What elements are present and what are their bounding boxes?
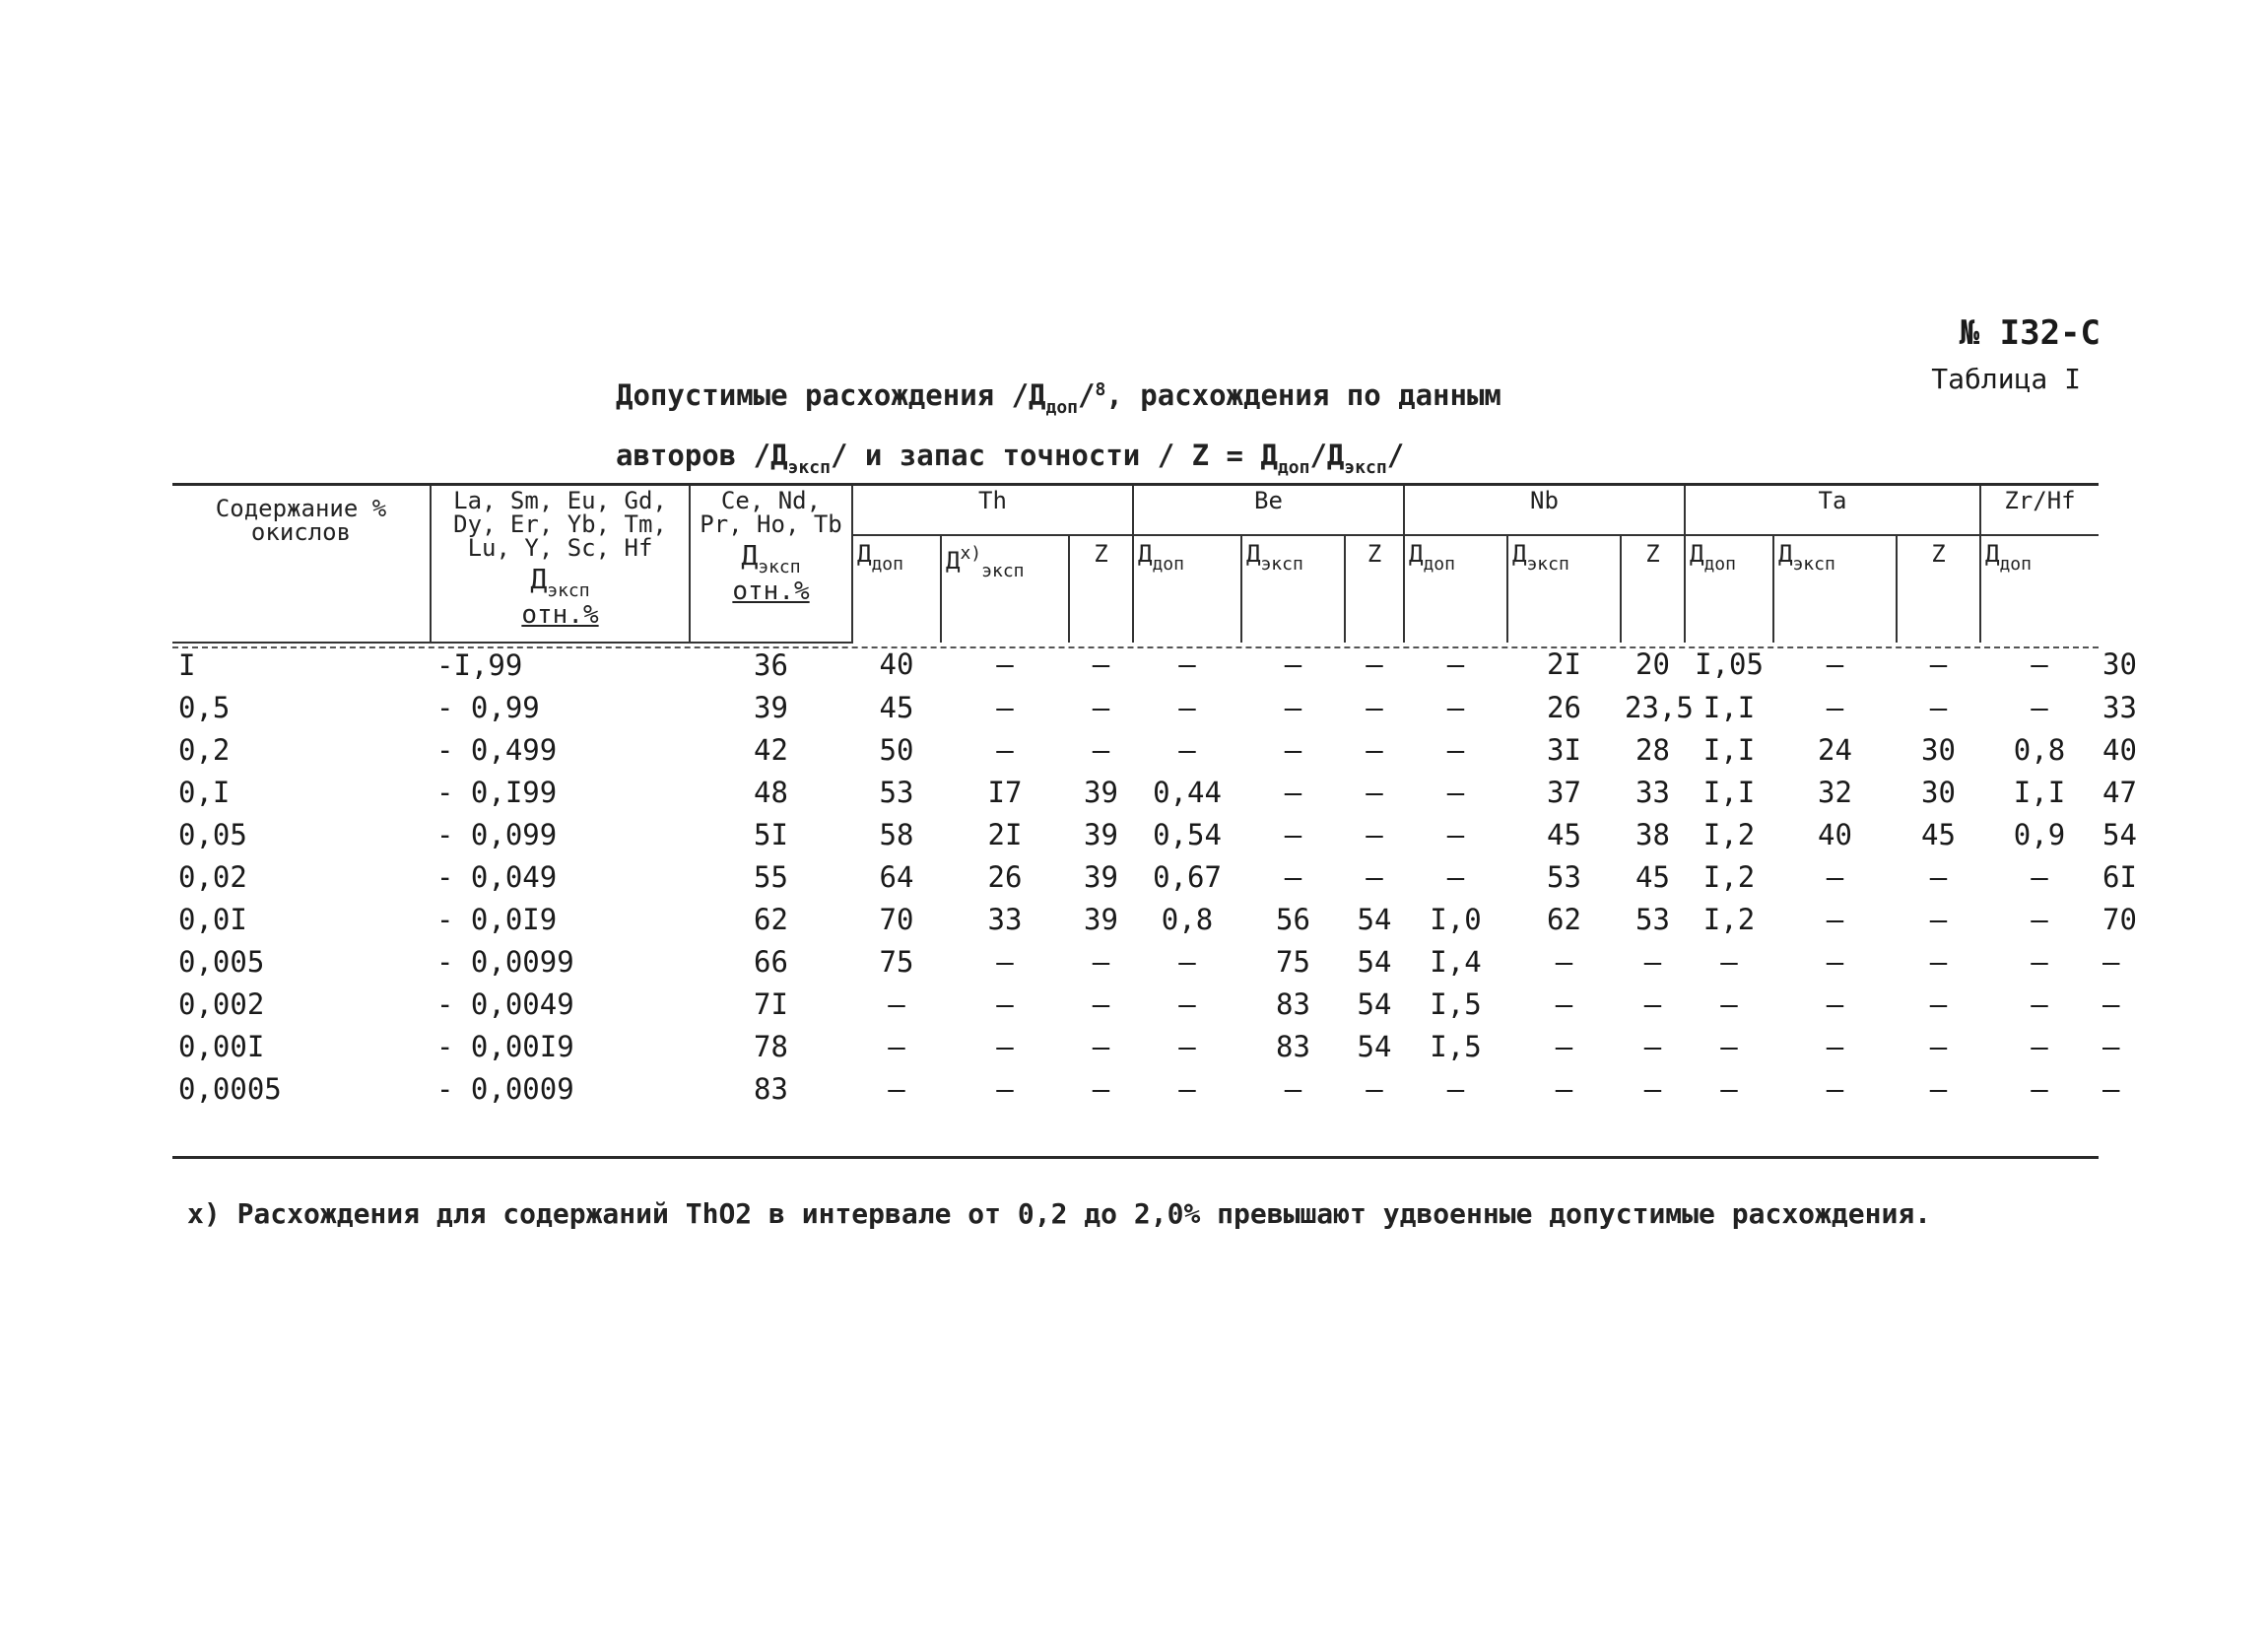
data-table [172,483,2137,1110]
cell-be-e: – [1366,859,1383,894]
header-ta-eksp: $Д_{эксп}$ [1773,535,1897,643]
cell-range-end: - 0,00I9 [436,1029,574,1063]
cell-range-start: 0,0I [178,902,247,936]
cell-nb-d: 26 [1547,690,1581,724]
cell-ta-e: – [1929,944,1948,979]
cell-be-d: – [1284,690,1302,724]
cell-g2: – [888,1029,905,1063]
table-row: 0,0005 - 0,0009 83 – – – – – – – – – – – – – – [172,1067,2099,1110]
header-nb-dop: $Д_{доп}$ [1404,535,1507,643]
cell-be-d: 83 [1276,1029,1310,1063]
header-nb: Nb [1404,483,1685,535]
cell-g1: 78 [754,1029,788,1063]
cell-range-end: - 0,99 [436,690,540,724]
cell-be-z: – [1446,775,1465,809]
cell-ta-z: 0,8 [2013,732,2066,767]
table-row: 0,I - 0,I99 48 53 I7 39 0,44 – – – 37 33 I,I 32 30 I,I 47 [172,771,2099,813]
cell-g2: – [888,1071,905,1106]
cell-be-d: – [1284,775,1302,809]
cell-ta-e: – [1929,647,1948,681]
cell-be-z: – [1446,647,1465,681]
cell-be-z: – [1446,732,1465,767]
cell-g1: 66 [754,944,788,979]
cell-th-d: 2I [987,817,1023,851]
table-row: 0,02 - 0,049 55 64 26 39 0,67 – – – 53 45 I,2 – – – 6I [172,855,2099,898]
cell-be-e: – [1366,732,1383,767]
cell-th-z: – [1178,647,1196,681]
table-row: 0,002 - 0,0049 7I – – – – 83 54 I,5 – – – – – – – [172,983,2099,1025]
cell-ta-d: – [1826,859,1844,894]
cell-th-z: 0,54 [1153,817,1222,851]
cell-th-d: – [996,732,1014,767]
cell-be-z: – [1446,817,1465,851]
cell-nb-d: – [1555,986,1573,1021]
header-th-z: Z [1069,535,1133,643]
header-be-eksp: $Д_{эксп}$ [1241,535,1345,643]
table-bottom-rule [172,1156,2099,1159]
cell-th-e: – [1092,1029,1110,1063]
cell-g2: 50 [879,732,914,767]
cell-be-e: – [1366,775,1383,809]
table-body [172,643,2137,1110]
table-row: 0,2 - 0,499 42 50 – – – – – – 3I 28 I,I 24 30 0,8 40 [172,728,2099,771]
cell-nb-z: – [1720,986,1738,1021]
cell-g1: 55 [754,859,788,894]
header-group2: Ce, Nd, Pr, Ho, Tb $Д_{эксп}$ отн.% [690,483,852,643]
cell-be-d: 83 [1276,986,1310,1021]
cell-range-start: 0,002 [178,986,265,1021]
cell-be-d: – [1284,732,1302,767]
cell-range-start: 0,I [178,775,231,809]
cell-be-d: – [1284,817,1302,851]
cell-ta-e: – [1929,1029,1948,1063]
cell-nb-e: 28 [1635,732,1670,767]
cell-ta-z: – [2031,859,2048,894]
cell-be-z: I,4 [1430,944,1482,979]
cell-nb-z: – [1720,944,1738,979]
cell-th-z: – [1178,1071,1196,1106]
cell-ta-z: 0,9 [2013,817,2066,851]
cell-ta-e: 30 [1921,775,1956,809]
cell-ta-z: – [2031,1029,2048,1063]
cell-g2: 75 [879,944,914,979]
cell-th-e: – [1092,1071,1110,1106]
header-zr-dop: $Д_{доп}$ [1980,535,2099,643]
cell-nb-e: – [1643,986,1662,1021]
cell-th-e: 39 [1084,902,1118,936]
document-number: № I32-C [1959,313,2101,353]
cell-nb-z: – [1720,1029,1738,1063]
cell-be-d: 56 [1276,902,1310,936]
cell-th-d: – [996,647,1014,681]
cell-be-d: – [1284,859,1302,894]
cell-nb-d: 62 [1547,902,1581,936]
cell-g2: – [888,986,905,1021]
cell-range-end: - 0,0009 [436,1071,574,1106]
cell-ta-d: – [1826,944,1844,979]
cell-th-z: 0,67 [1153,859,1222,894]
cell-nb-z: I,I [1702,732,1756,767]
header-nb-eksp: $Д_{эксп}$ [1507,535,1621,643]
cell-th-z: – [1178,944,1196,979]
cell-th-d: I7 [987,775,1023,809]
cell-ta-d: – [1826,902,1844,936]
cell-ta-e: – [1929,1071,1948,1106]
cell-ta-d: – [1826,1071,1844,1106]
cell-ta-d: – [1826,1029,1844,1063]
cell-range-end: -I,99 [436,647,523,682]
cell-ta-e: – [1929,690,1948,724]
cell-g1: 62 [754,902,788,936]
cell-be-d: 75 [1276,944,1310,979]
header-group1: La, Sm, Eu, Gd, Dy, Er, Yb, Tm, Lu, Y, Sc, Hf $Д_{эксп}$ отн.% [431,483,690,643]
cell-range-end: - 0,0I9 [436,902,558,936]
cell-ta-z: I,I [2013,775,2066,809]
cell-g1: 7I [754,986,788,1021]
header-th-eksp: $Д^{x)}_{эксп}$ [941,535,1069,643]
cell-g1: 48 [754,775,788,809]
cell-th-z: 0,44 [1153,775,1222,809]
cell-ta-e: 30 [1921,732,1956,767]
header-nb-z: Z [1621,535,1685,643]
cell-ta-z: – [2031,1071,2048,1106]
table-row: I -I,99 36 40 – – – – – – 2I 20 I,05 – – – 30 [172,643,2099,686]
cell-range-start: 0,5 [178,690,231,724]
header-be-dop: $Д_{доп}$ [1133,535,1241,643]
cell-range-start: 0,2 [178,732,231,767]
cell-th-z: – [1178,986,1196,1021]
cell-be-d: – [1284,1071,1302,1106]
cell-th-d: – [996,986,1014,1021]
cell-nb-d: 53 [1547,859,1581,894]
cell-nb-d: – [1555,1071,1573,1106]
cell-ta-z: – [2031,902,2048,936]
cell-ta-d: 24 [1818,732,1852,767]
cell-nb-z: I,2 [1702,902,1756,936]
cell-th-e: – [1092,986,1110,1021]
cell-th-e: – [1092,690,1110,724]
cell-g2: 45 [879,690,914,724]
cell-ta-z: – [2031,647,2048,681]
cell-nb-e: 23,5 [1625,690,1694,724]
table-top-rule [172,483,2099,486]
cell-nb-e: 33 [1635,775,1670,809]
footnote: x) Расхождения для содержаний ThO2 в интервале от 0,2 до 2,0% превышают удвоенные допустимые расхождения. [187,1197,1932,1230]
cell-range-end: - 0,I99 [436,775,558,809]
cell-be-d: – [1284,647,1302,681]
header-th-dop: $Д_{доп}$ [852,535,941,643]
cell-ta-d: – [1826,690,1844,724]
caption-line-2: авторов $/Д_{эксп}/$ и запас точности / $Z = Д_{доп}/Д_{эксп}/$ [616,439,1405,478]
cell-g1: 5I [754,817,788,851]
cell-nb-z: I,05 [1695,647,1764,681]
cell-th-e: 39 [1084,775,1118,809]
cell-nb-d: 3I [1547,732,1581,767]
header-ta-z: Z [1897,535,1980,643]
table-caption [616,367,1501,492]
cell-nb-d: – [1555,1029,1573,1063]
cell-ta-z: – [2031,690,2048,724]
cell-nb-e: – [1643,1071,1662,1106]
cell-nb-e: – [1643,944,1662,979]
cell-range-end: - 0,499 [436,732,558,767]
table-row: 0,00I - 0,00I9 78 – – – – 83 54 I,5 – – – – – – – [172,1025,2099,1067]
cell-nb-e: – [1643,1029,1662,1063]
cell-be-e: – [1366,647,1383,681]
cell-nb-e: 20 [1635,647,1670,681]
cell-th-e: 39 [1084,859,1118,894]
header-group-row [172,483,2099,535]
cell-th-z: – [1178,732,1196,767]
cell-ta-e: – [1929,859,1948,894]
cell-th-e: – [1092,647,1110,681]
header-ta: Ta [1685,483,1980,535]
cell-ta-d: – [1826,986,1844,1021]
header-content: Содержание % окислов [172,483,431,643]
cell-nb-z: I,2 [1702,859,1756,894]
cell-be-z: I,5 [1430,1029,1482,1063]
cell-th-d: – [996,690,1014,724]
table-label: Таблица I [1931,363,2081,395]
header-bottom-rule [172,646,2099,648]
cell-range-start: 0,005 [178,944,265,979]
cell-be-e: 54 [1357,1029,1392,1063]
cell-be-e: 54 [1357,944,1392,979]
cell-range-end: - 0,0099 [436,944,574,979]
cell-nb-d: 45 [1547,817,1581,851]
cell-th-e: – [1092,732,1110,767]
cell-nb-e: 53 [1635,902,1670,936]
cell-nb-e: 38 [1635,817,1670,851]
cell-th-d: – [996,1071,1014,1106]
cell-be-e: – [1366,690,1383,724]
cell-be-e: – [1366,1071,1383,1106]
cell-g2: 58 [879,817,914,851]
header-be-z: Z [1345,535,1404,643]
cell-th-e: 39 [1084,817,1118,851]
cell-be-z: I,5 [1430,986,1482,1021]
cell-ta-d: – [1826,647,1844,681]
cell-g2: 64 [879,859,914,894]
cell-be-z: – [1446,690,1465,724]
caption-line-1: Допустимые расхождения $/Д_{доп}/^8$, расхождения по данным [616,378,1501,418]
cell-g1: 42 [754,732,788,767]
cell-range-start: 0,0005 [178,1071,282,1106]
cell-g1: 36 [754,647,788,682]
cell-g2: 40 [879,647,914,681]
header-be: Be [1133,483,1404,535]
cell-be-e: – [1366,817,1383,851]
table-row: 0,0I - 0,0I9 62 70 33 39 0,8 56 54 I,0 62 53 I,2 – – – 70 [172,898,2099,940]
cell-range-end: - 0,0049 [436,986,574,1021]
cell-be-z: – [1446,1071,1465,1106]
cell-range-end: - 0,099 [436,817,558,851]
cell-g1: 39 [754,690,788,724]
table-row: 0,005 - 0,0099 66 75 – – – 75 54 I,4 – – – – – – – [172,940,2099,983]
cell-nb-d: – [1555,944,1573,979]
cell-th-z: – [1178,690,1196,724]
cell-th-z: – [1178,1029,1196,1063]
cell-th-d: 33 [987,902,1023,936]
cell-nb-z: I,I [1702,690,1756,724]
cell-ta-z: – [2031,944,2048,979]
cell-ta-d: 40 [1818,817,1852,851]
data-table-container [172,483,2137,1110]
header-ta-dop: $Д_{доп}$ [1685,535,1773,643]
cell-th-z: 0,8 [1161,902,1214,936]
cell-be-z: – [1446,859,1465,894]
table-row: 0,05 - 0,099 5I 58 2I 39 0,54 – – – 45 38 I,2 40 45 0,9 54 [172,813,2099,855]
cell-g2: 70 [879,902,914,936]
cell-ta-e: 45 [1921,817,1956,851]
cell-th-d: – [996,1029,1014,1063]
cell-ta-e: – [1929,986,1948,1021]
cell-th-e: – [1092,944,1110,979]
cell-be-z: I,0 [1430,902,1482,936]
cell-nb-e: 45 [1635,859,1670,894]
cell-range-start: 0,05 [178,817,247,851]
header-th: Th [852,483,1133,535]
cell-nb-d: 2I [1547,647,1581,681]
cell-range-start: 0,00I [178,1029,265,1063]
table-row: 0,5 - 0,99 39 45 – – – – – – 26 23,5 I,I – – – 33 [172,686,2099,728]
cell-ta-z: – [2031,986,2048,1021]
cell-nb-z: – [1720,1071,1738,1106]
cell-nb-z: I,I [1702,775,1756,809]
cell-be-e: 54 [1357,986,1392,1021]
cell-g2: 53 [879,775,914,809]
cell-nb-d: 37 [1547,775,1581,809]
cell-range-start: 0,02 [178,859,247,894]
cell-th-d: – [996,944,1014,979]
cell-be-e: 54 [1357,902,1392,936]
cell-range-end: - 0,049 [436,859,558,894]
cell-ta-e: – [1929,902,1948,936]
cell-nb-z: I,2 [1702,817,1756,851]
cell-range-start: I [178,647,196,682]
header-zr: Zr/Hf [1980,483,2099,535]
cell-th-d: 26 [987,859,1023,894]
cell-ta-d: 32 [1818,775,1852,809]
cell-g1: 83 [754,1071,788,1106]
